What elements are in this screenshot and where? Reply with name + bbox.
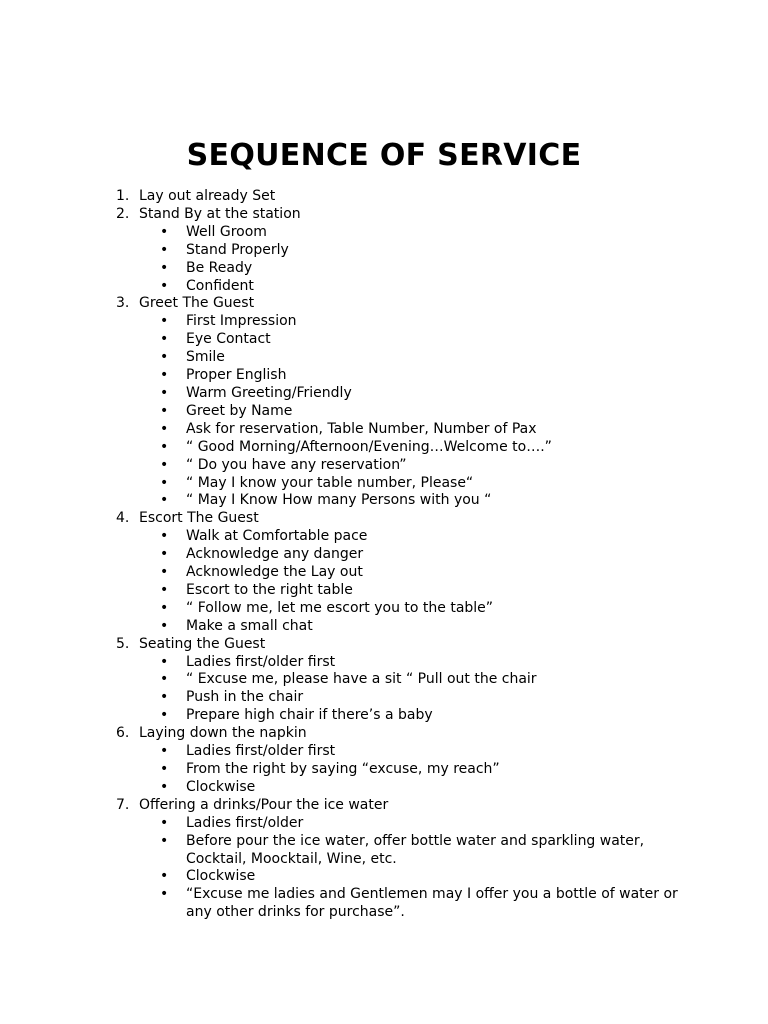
sub-item-text: Ladies first/older first (186, 653, 336, 670)
step-sub-item (116, 224, 696, 242)
bullet-icon: • (160, 349, 169, 366)
step-sub-item (116, 349, 696, 367)
step-sub-item (116, 367, 696, 385)
sub-item-text: Prepare high chair if there’s a baby (186, 707, 433, 724)
step-label: Escort The Guest (139, 510, 259, 527)
step-sub-item (116, 421, 696, 439)
sub-item-text: Walk at Comfortable pace (186, 528, 368, 545)
step-sub-item (116, 671, 696, 689)
bullet-icon: • (160, 456, 169, 473)
sub-item-text: “ Follow me, let me escort you to the table” (186, 599, 494, 616)
step-label: Offering a drinks/Pour the ice water (139, 796, 389, 813)
step-label: Greet The Guest (139, 295, 255, 312)
step-sub-item (116, 600, 696, 618)
sub-item-text: Before pour the ice water, offer bottle water and sparkling water, Cocktail, Moocktail, Wine, etc. (186, 832, 645, 867)
bullet-icon: • (160, 778, 169, 795)
step-sub-item (116, 689, 696, 707)
sub-item-text: Well Groom (186, 223, 267, 240)
sub-item-text: Acknowledge the Lay out (186, 564, 363, 581)
page-title: SEQUENCE OF SERVICE (186, 138, 582, 173)
bullet-icon: • (160, 438, 169, 455)
step-label: Stand By at the station (139, 205, 301, 222)
bullet-icon: • (160, 868, 169, 885)
bullet-icon: • (160, 367, 169, 384)
bullet-icon: • (160, 474, 169, 491)
sub-item-text: First Impression (186, 313, 297, 330)
sub-item-text: Ladies first/older first (186, 743, 336, 760)
step-sub-item (116, 743, 696, 761)
bullet-icon: • (160, 743, 169, 760)
bullet-icon: • (160, 223, 169, 240)
bullet-icon: • (160, 420, 169, 437)
sub-item-text: Confident (186, 277, 254, 294)
step-sub-item (116, 457, 696, 475)
service-steps-list (116, 188, 696, 922)
step-sub-item (116, 331, 696, 349)
step-label: Lay out already Set (139, 188, 276, 204)
sub-item-text: “ May I know your table number, Please“ (186, 474, 474, 491)
step-label: Laying down the napkin (139, 725, 307, 742)
bullet-icon: • (160, 277, 169, 294)
sub-item-text: Greet by Name (186, 402, 293, 419)
step-item (116, 725, 696, 743)
step-sub-item (116, 761, 696, 779)
step-sub-item (116, 278, 696, 296)
sub-item-text: Escort to the right table (186, 581, 353, 598)
sub-item-text: “ May I Know How many Persons with you “ (186, 492, 492, 509)
sub-item-text: Ask for reservation, Table Number, Number of Pax (186, 420, 537, 437)
bullet-icon: • (160, 599, 169, 616)
step-sub-item (116, 528, 696, 546)
bullet-icon: • (160, 581, 169, 598)
sub-item-text: “ Good Morning/Afternoon/Evening…Welcome to….” (186, 438, 552, 455)
bullet-icon: • (160, 832, 169, 849)
step-sub-item (116, 779, 696, 797)
bullet-icon: • (160, 528, 169, 545)
step-number: 5. (116, 635, 130, 652)
step-item (116, 206, 696, 224)
step-sub-item (116, 403, 696, 421)
step-item (116, 797, 696, 815)
bullet-icon: • (160, 671, 169, 688)
sub-item-text: Eye Contact (186, 331, 271, 348)
sub-item-text: Ladies first/older (186, 814, 304, 831)
step-sub-item (116, 833, 696, 869)
sub-item-text: Acknowledge any danger (186, 546, 364, 563)
sub-item-text: Clockwise (186, 778, 256, 795)
bullet-icon: • (160, 402, 169, 419)
step-number: 1. (116, 188, 130, 204)
step-label: Seating the Guest (139, 635, 266, 652)
bullet-icon: • (160, 653, 169, 670)
step-sub-item (116, 385, 696, 403)
step-item (116, 188, 696, 206)
sub-item-text: Stand Properly (186, 241, 289, 258)
step-sub-item (116, 868, 696, 886)
bullet-icon: • (160, 259, 169, 276)
step-sub-item (116, 582, 696, 600)
sub-item-text: Be Ready (186, 259, 253, 276)
step-item (116, 295, 696, 313)
sub-item-text: From the right by saying “excuse, my reach” (186, 761, 500, 777)
step-sub-item (116, 886, 696, 922)
sub-item-text: “ Do you have any reservation” (186, 456, 407, 473)
step-number: 7. (116, 796, 130, 813)
sub-item-text: Make a small chat (186, 617, 313, 634)
sub-item-text: Push in the chair (186, 689, 304, 706)
bullet-icon: • (160, 761, 169, 777)
step-number: 6. (116, 725, 130, 742)
step-sub-item (116, 260, 696, 278)
bullet-icon: • (160, 886, 169, 903)
step-sub-item (116, 313, 696, 331)
sub-item-text: Clockwise (186, 868, 256, 885)
sub-item-text: Proper English (186, 367, 287, 384)
step-number: 4. (116, 510, 130, 527)
sub-item-text: Warm Greeting/Friendly (186, 384, 352, 401)
bullet-icon: • (160, 241, 169, 258)
bullet-icon: • (160, 313, 169, 330)
bullet-icon: • (160, 546, 169, 563)
bullet-icon: • (160, 707, 169, 724)
bullet-icon: • (160, 689, 169, 706)
bullet-icon: • (160, 492, 169, 509)
sub-item-text: Smile (186, 349, 225, 366)
bullet-icon: • (160, 564, 169, 581)
step-sub-item (116, 242, 696, 260)
step-sub-item (116, 492, 696, 510)
step-sub-item (116, 707, 696, 725)
step-item (116, 636, 696, 654)
step-sub-item (116, 546, 696, 564)
step-number: 3. (116, 295, 130, 312)
sub-item-text: “Excuse me ladies and Gentlemen may I offer you a bottle of water or any other drinks for purchase”. (186, 886, 678, 921)
bullet-icon: • (160, 384, 169, 401)
step-sub-item (116, 618, 696, 636)
step-number: 2. (116, 205, 130, 222)
bullet-icon: • (160, 814, 169, 831)
step-item (116, 510, 696, 528)
step-sub-item (116, 439, 696, 457)
step-sub-item (116, 475, 696, 493)
step-sub-item (116, 815, 696, 833)
bullet-icon: • (160, 617, 169, 634)
sub-item-text: “ Excuse me, please have a sit “ Pull out the chair (186, 671, 537, 688)
bullet-icon: • (160, 331, 169, 348)
step-sub-item (116, 654, 696, 672)
step-sub-item (116, 564, 696, 582)
